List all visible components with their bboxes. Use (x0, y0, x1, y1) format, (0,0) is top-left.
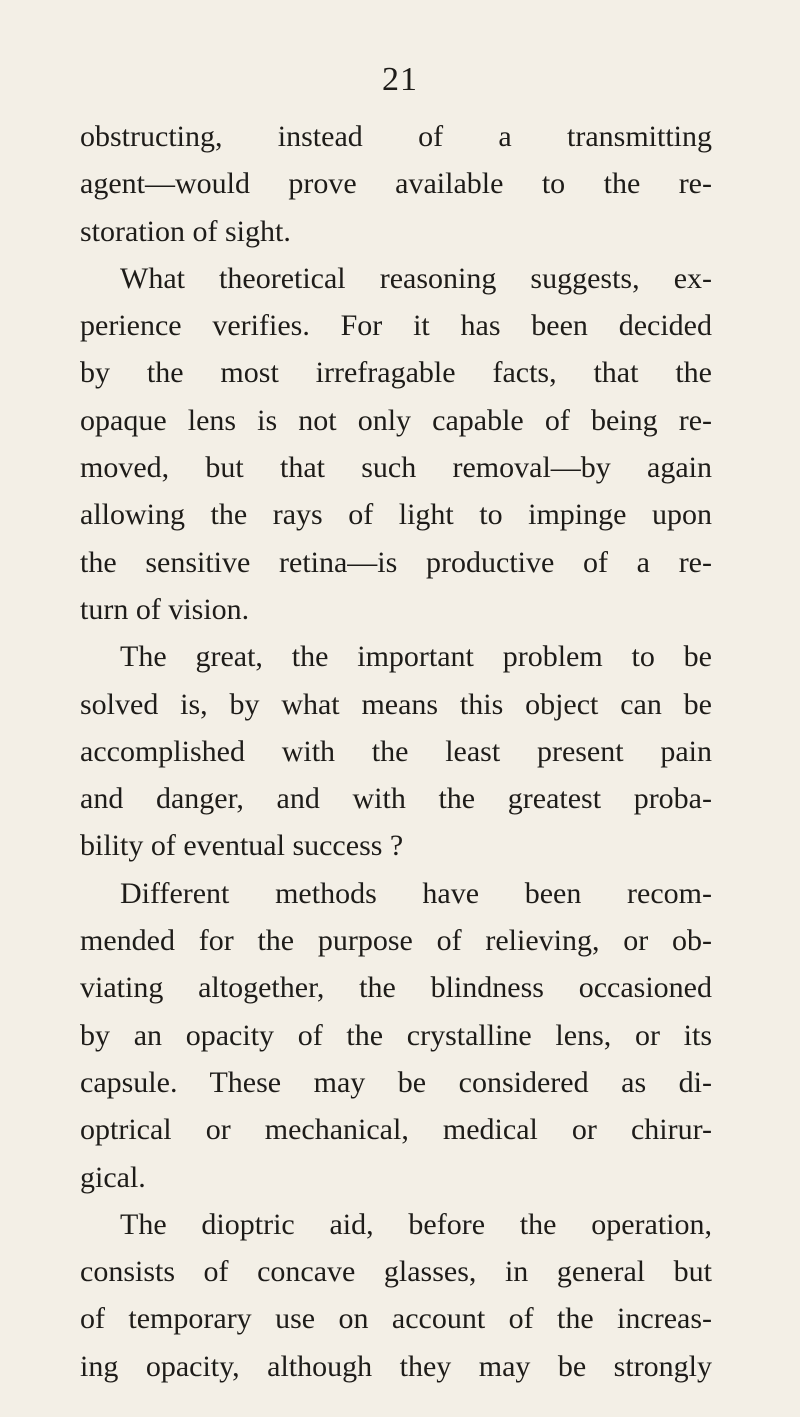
text-line: capsule. These may be considered as di- (80, 1065, 712, 1099)
text-line: The dioptric aid, before the operation, (120, 1207, 712, 1241)
text-line: storation of sight. (80, 214, 291, 248)
text-line: bility of eventual success ? (80, 829, 404, 863)
text-line: solved is, by what means this object can be (80, 687, 712, 721)
body-text (80, 113, 712, 1390)
text-line: ing opacity, although they may be strongly (80, 1349, 712, 1383)
text-line: Different methods have been recom- (120, 876, 712, 910)
text-line: allowing the rays of light to impinge upon (80, 498, 712, 532)
text-line: moved, but that such removal—by again (80, 451, 712, 485)
text-line: obstructing, instead of a transmitting (80, 120, 712, 153)
text-line: viating altogether, the blindness occasioned (80, 971, 712, 1005)
page-number: 21 (382, 61, 418, 98)
text-line: by an opacity of the crystalline lens, or its (80, 1018, 712, 1052)
text-line: turn of vision. (80, 592, 250, 626)
text-line: perience verifies. For it has been decided (80, 309, 712, 343)
text-line: the sensitive retina—is productive of a re- (80, 545, 712, 579)
text-line: The great, the important problem to be (120, 640, 712, 674)
text-line: What theoretical reasoning suggests, ex- (120, 261, 712, 295)
text-line: of temporary use on account of the increas- (80, 1302, 712, 1336)
text-line: opaque lens is not only capable of being re- (80, 403, 712, 437)
text-line: gical. (80, 1160, 146, 1194)
text-line: consists of concave glasses, in general but (80, 1255, 712, 1289)
text-line: agent—would prove available to the re- (80, 167, 712, 201)
text-line: accomplished with the least present pain (80, 734, 712, 768)
text-line: optrical or mechanical, medical or chirur- (80, 1113, 712, 1147)
text-line: by the most irrefragable facts, that the (80, 356, 712, 390)
text-line: and danger, and with the greatest proba- (80, 782, 712, 816)
text-line: mended for the purpose of relieving, or ob- (80, 924, 712, 958)
